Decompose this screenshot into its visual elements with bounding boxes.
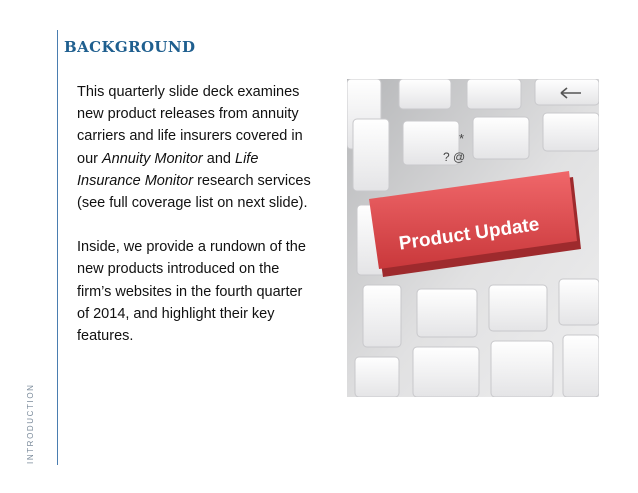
asterisk-key-symbol: * [459,131,465,146]
section-label: INTRODUCTION [26,383,35,464]
keyboard-product-update-image [347,79,599,397]
life-insurance-monitor-name: Life Insurance Monitor [77,150,259,189]
body-text [77,81,317,347]
section-divider-line [57,30,58,465]
key-text-product-update: Product Update [397,214,541,255]
at-key-symbol: @ [453,150,466,164]
page-title: BACKGROUND [64,38,196,56]
question-key-symbol: ? [443,150,450,164]
paragraph-inside: Inside, we provide a rundown of the new products introduced on the firm’s websites in the fourth quarter of 2014, and highlight their key features. [77,239,306,345]
annuity-monitor-name: Annuity Monitor [102,150,203,167]
paragraph-intro: This quarterly slide deck examines new product releases from annuity carriers and life insurers covered in our Annuity Monitor and Life Insurance Monitor research services (see full coverage list on next slide). [77,84,311,212]
